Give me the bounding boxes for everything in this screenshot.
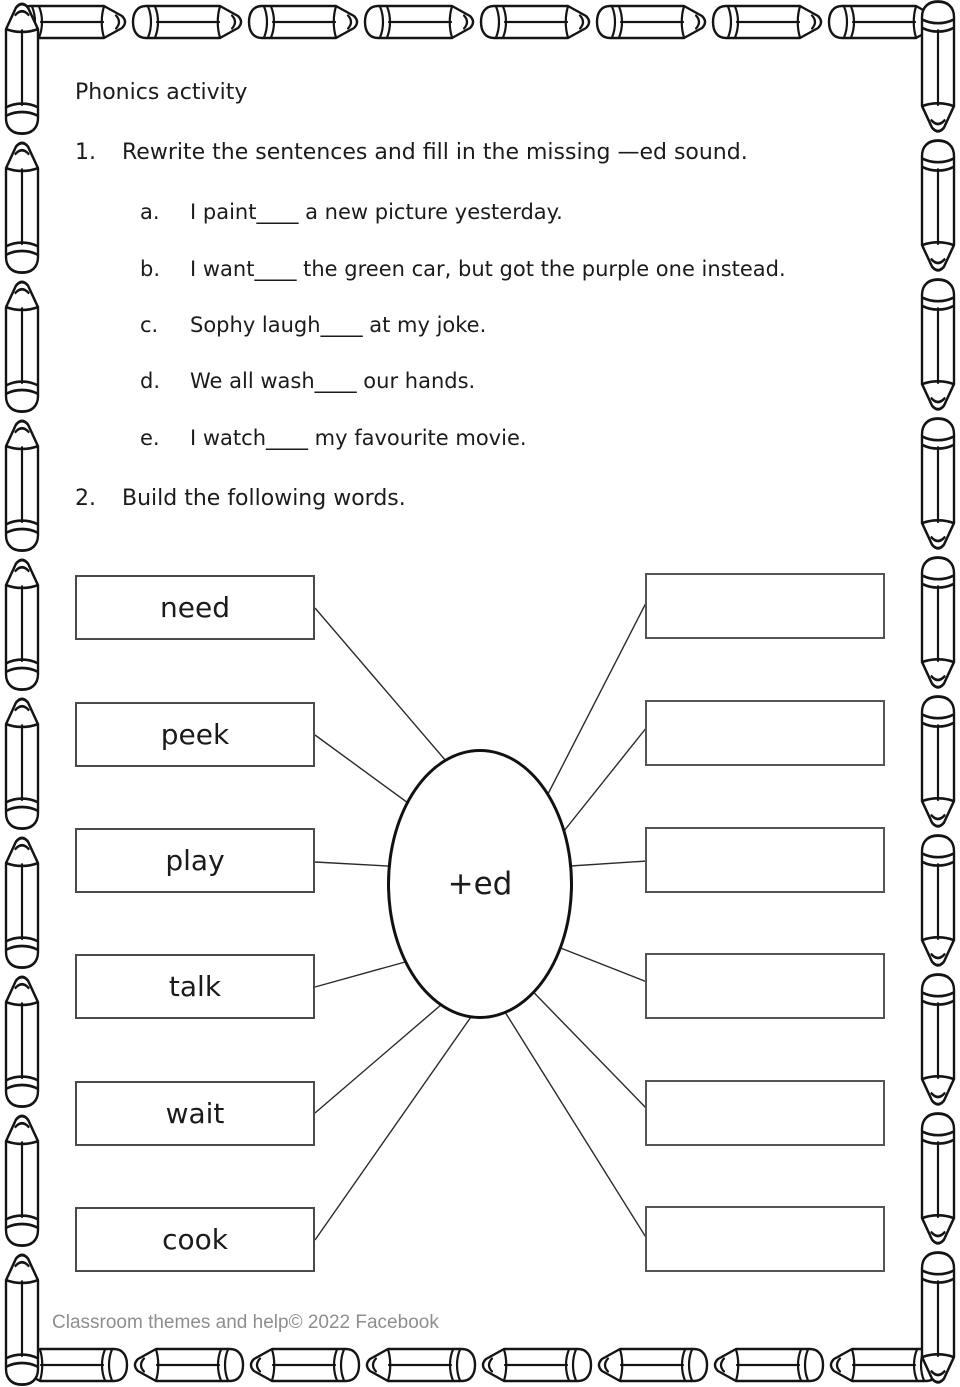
exercise1-text: Rewrite the sentences and fill in the missing —ed sound. <box>122 140 748 165</box>
word-label: cook <box>162 1223 228 1256</box>
sentence-text: Sophy laugh____ at my joke. <box>190 313 487 337</box>
word-box-peek <box>75 702 315 767</box>
center-ellipse <box>387 749 573 1019</box>
word-label: wait <box>165 1097 225 1130</box>
word-label: play <box>165 844 225 877</box>
sentence-text: I paint____ a new picture yesterday. <box>190 200 563 224</box>
sentence-letter: e. <box>140 426 160 450</box>
answer-box-4[interactable] <box>645 953 885 1019</box>
word-label: peek <box>160 718 230 751</box>
sentence-letter: c. <box>140 313 159 337</box>
sentence-letter: b. <box>140 257 161 281</box>
word-box-talk <box>75 954 315 1019</box>
footer-credit: Classroom themes and help© 2022 Facebook <box>52 1312 439 1333</box>
word-box-cook <box>75 1207 315 1272</box>
answer-box-2[interactable] <box>645 700 885 766</box>
sentence-text: I watch____ my favourite movie. <box>190 426 527 450</box>
sentence-letter: d. <box>140 369 161 393</box>
sentence-letter: a. <box>140 200 160 224</box>
center-label: +ed <box>447 866 513 902</box>
answer-box-1[interactable] <box>645 573 885 639</box>
exercise2-text: Build the following words. <box>122 486 406 511</box>
answer-box-3[interactable] <box>645 827 885 893</box>
answer-box-5[interactable] <box>645 1080 885 1146</box>
answer-box-6[interactable] <box>645 1206 885 1272</box>
page-title: Phonics activity <box>75 80 248 105</box>
exercise1-number: 1. <box>75 140 96 165</box>
sentence-text: I want____ the green car, but got the purple one instead. <box>190 257 786 281</box>
sentence-text: We all wash____ our hands. <box>190 369 476 393</box>
exercise2-number: 2. <box>75 486 96 511</box>
word-label: need <box>160 591 230 624</box>
word-box-need <box>75 575 315 640</box>
word-box-play <box>75 828 315 893</box>
word-label: talk <box>168 970 222 1003</box>
word-box-wait <box>75 1081 315 1146</box>
